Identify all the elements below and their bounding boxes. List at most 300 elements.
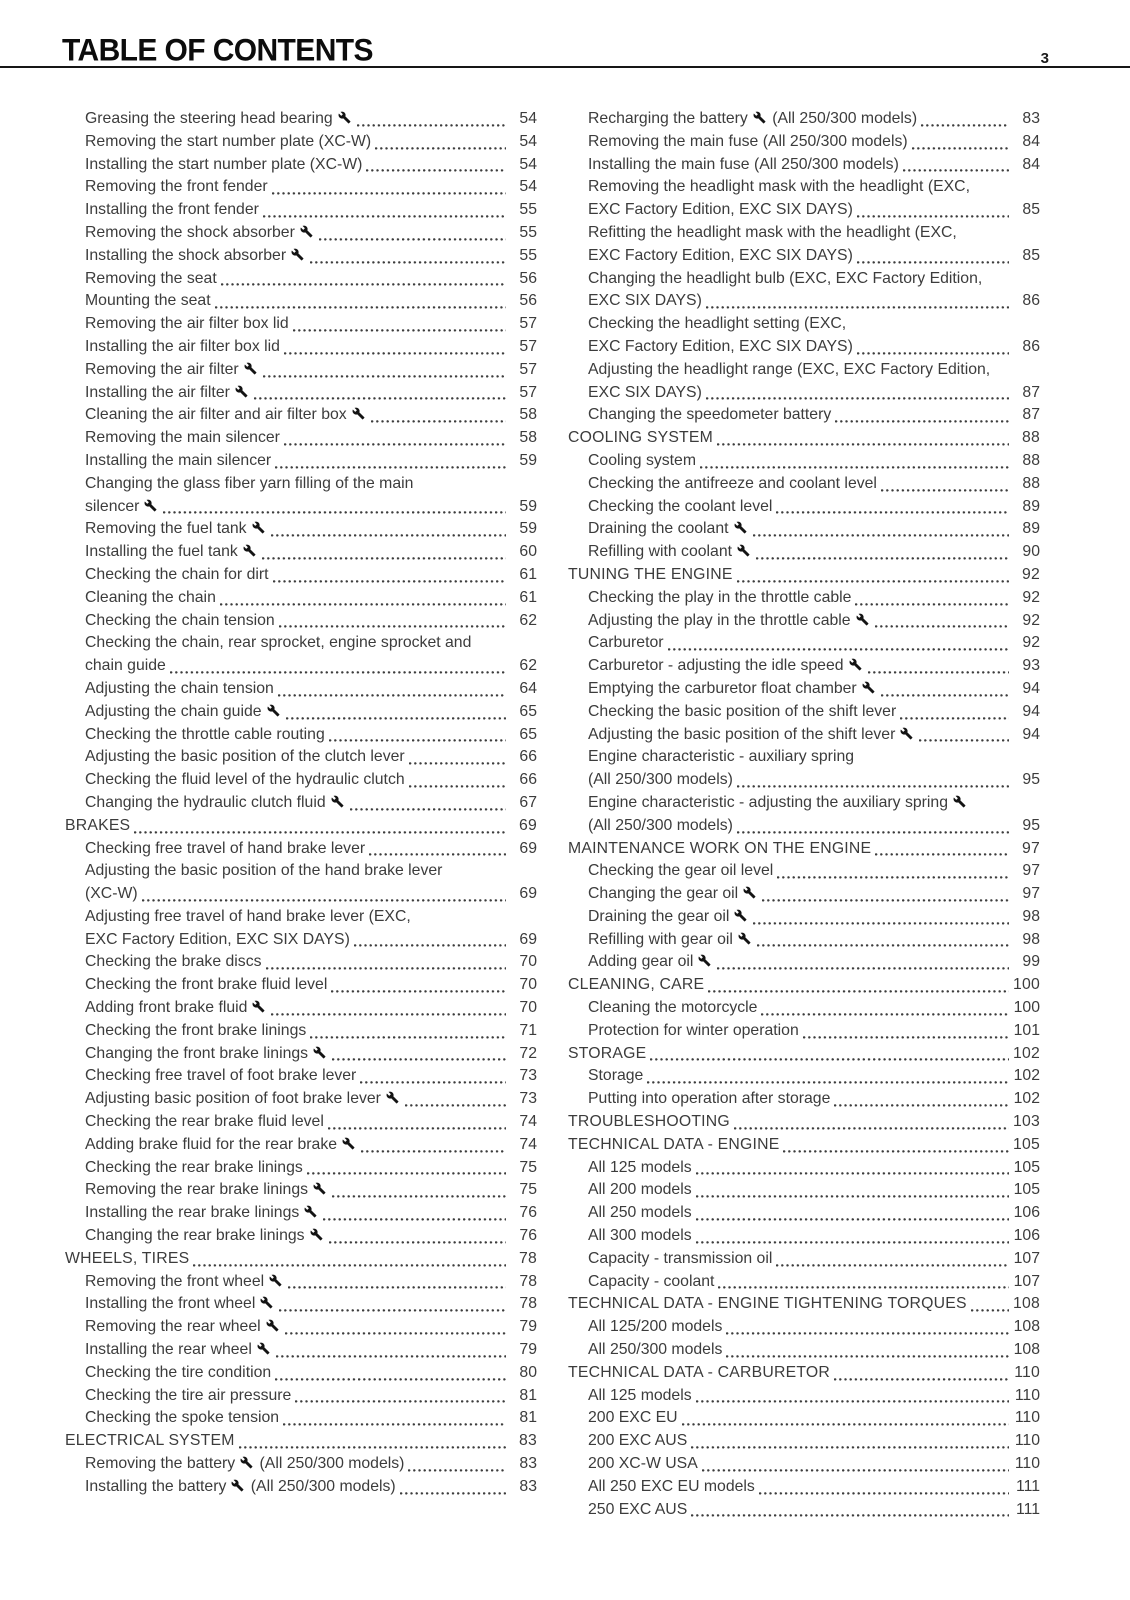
toc-entry: [568, 701, 1040, 724]
toc-entry-page: 78: [519, 1249, 537, 1267]
toc-entry-label: [568, 1293, 967, 1316]
dot-leader: [163, 511, 506, 514]
toc-entry-label: [588, 199, 853, 222]
toc-entry-page: 87: [1022, 383, 1040, 401]
toc-entry-label: [588, 1430, 687, 1453]
dot-leader: [734, 1127, 1009, 1130]
toc-entry-label: [588, 1407, 678, 1430]
toc-entry-text: 200 EXC AUS: [588, 1432, 688, 1450]
toc-section-entry: [568, 974, 1040, 997]
toc-entry-label: [588, 748, 854, 765]
toc-entry: [568, 632, 1040, 655]
toc-entry-text: Installing the front fender: [85, 201, 259, 219]
toc-entry-label: [588, 815, 733, 838]
dot-leader: [696, 1172, 1009, 1175]
toc-entry: [568, 1225, 1040, 1248]
toc-entry-label: [85, 154, 362, 177]
toc-entry-page: 57: [519, 360, 537, 378]
toc-entry-text: Installing the main fuse (All 250/300 models): [588, 155, 899, 173]
toc-entry: [568, 1430, 1040, 1453]
toc-entry-page: 105: [1013, 1181, 1040, 1199]
toc-entry: [65, 382, 537, 405]
toc-entry-text: TUNING THE ENGINE: [568, 565, 733, 583]
toc-entry-label: [588, 290, 702, 313]
toc-entry-page: 75: [519, 1181, 537, 1199]
toc-entry-page: 92: [1022, 634, 1040, 652]
toc-entry-text: Checking free travel of hand brake lever: [85, 839, 366, 857]
toc-entry-text: Adjusting the basic position of the hand brake lever: [85, 862, 443, 880]
toc-entry-page: 74: [519, 1135, 537, 1153]
toc-entry: [65, 176, 537, 199]
toc-entry-page: 76: [519, 1227, 537, 1245]
dot-leader: [717, 967, 1009, 970]
toc-entry-text: Removing the headlight mask with the headlight (EXC,: [588, 178, 970, 196]
dot-leader: [759, 1492, 1009, 1495]
dot-leader: [762, 899, 1009, 902]
toc-entry-text: Removing the rear brake linings: [85, 1181, 309, 1199]
dot-leader: [718, 1286, 1009, 1289]
toc-entry: [65, 1179, 537, 1202]
dot-leader: [361, 1150, 506, 1153]
dot-leader: [263, 375, 506, 378]
toc-entry-label: [85, 1179, 328, 1202]
toc-entry-page: 79: [519, 1318, 537, 1336]
wrench-icon: [291, 248, 304, 261]
toc-section-entry: [568, 1293, 1040, 1316]
dot-leader: [756, 557, 1009, 560]
toc-entry-label: [85, 1271, 284, 1294]
toc-entry-label: [588, 1499, 687, 1522]
wrench-icon: [300, 225, 313, 238]
dot-leader: [400, 1492, 506, 1495]
toc-entry-label: [85, 268, 217, 291]
toc-entry-label: [85, 1476, 396, 1499]
toc-entry-label: [588, 382, 702, 405]
toc-entry-text: MAINTENANCE WORK ON THE ENGINE: [568, 839, 872, 857]
toc-entry-page: 88: [1022, 474, 1040, 492]
toc-entry-page: 93: [1022, 657, 1040, 675]
toc-entry: [65, 678, 537, 701]
dot-leader: [354, 944, 506, 947]
wrench-icon: [252, 1000, 265, 1013]
toc-entry-label: [588, 336, 853, 359]
toc-entry: [568, 610, 1040, 633]
toc-entry-text: Removing the front wheel: [85, 1272, 265, 1290]
toc-entry-text: Adjusting the basic position of the shift lever: [588, 725, 896, 743]
toc-entry-page: 98: [1022, 930, 1040, 948]
dot-leader: [319, 238, 506, 241]
toc-entry-page: 80: [519, 1363, 537, 1381]
toc-entry-text: EXC Factory Edition, EXC SIX DAYS): [588, 337, 853, 355]
toc-entry-page: 76: [519, 1204, 537, 1222]
toc-entry-label: [85, 1088, 401, 1111]
dot-leader: [271, 534, 506, 537]
dot-leader: [706, 397, 1009, 400]
dot-leader: [717, 443, 1009, 446]
toc-entry: [568, 655, 1040, 678]
toc-entry-label: [85, 336, 280, 359]
toc-entry-label: [588, 883, 758, 906]
toc-entry-text: CLEANING, CARE: [568, 976, 705, 994]
dot-leader: [834, 1104, 1009, 1107]
dot-leader: [650, 1058, 1009, 1061]
wrench-icon: [900, 727, 913, 740]
dot-leader: [332, 1195, 506, 1198]
toc-entry: [568, 359, 1040, 405]
toc-entry-text: All 125 models: [588, 1158, 692, 1176]
toc-entry-label: [568, 1111, 730, 1134]
wrench-icon: [338, 111, 351, 124]
toc-entry: [568, 792, 1040, 838]
toc-entry-text: Draining the coolant: [588, 520, 729, 538]
toc-entry: [65, 564, 537, 587]
wrench-icon: [240, 1456, 253, 1469]
toc-column-left: [65, 108, 537, 1521]
dot-leader: [696, 1241, 1009, 1244]
toc-entry: [568, 883, 1040, 906]
toc-entry: [568, 154, 1040, 177]
dot-leader: [331, 990, 506, 993]
toc-entry-label: [588, 1476, 755, 1499]
toc-entry-page: 70: [519, 953, 537, 971]
toc-entry: [568, 541, 1040, 564]
toc-entry-page: 58: [519, 429, 537, 447]
toc-entry-page: 66: [519, 771, 537, 789]
toc-entry-page: 70: [519, 999, 537, 1017]
toc-entry: [568, 1499, 1040, 1522]
toc-entry-text: Capacity - coolant: [588, 1272, 715, 1290]
toc-entry: [65, 473, 537, 519]
dot-leader: [360, 1081, 506, 1084]
toc-entry: [568, 1202, 1040, 1225]
toc-entry-label: [85, 1043, 328, 1066]
dot-leader: [753, 534, 1009, 537]
toc-entry-label: [588, 131, 908, 154]
toc-entry: [568, 1020, 1040, 1043]
dot-leader: [275, 466, 506, 469]
toc-entry: [568, 1248, 1040, 1271]
toc-entry-text: Checking the fluid level of the hydraulic clutch: [85, 771, 405, 789]
toc-entry-text: 200 EXC EU: [588, 1409, 678, 1427]
toc-section-entry: [568, 427, 1040, 450]
wrench-icon: [734, 521, 747, 534]
dot-leader: [310, 261, 506, 264]
toc-entry: [65, 587, 537, 610]
toc-entry-page: 95: [1022, 771, 1040, 789]
toc-entry-page: 86: [1022, 292, 1040, 310]
toc-entry-text: Adjusting the play in the throttle cable: [588, 611, 851, 629]
dot-leader: [272, 192, 506, 195]
wrench-icon: [342, 1137, 355, 1150]
dot-leader: [682, 1423, 1009, 1426]
toc-entry: [568, 108, 1040, 131]
toc-entry-text: All 125/200 models: [588, 1318, 723, 1336]
toc-entry: [568, 1088, 1040, 1111]
toc-entry-text: Installing the start number plate (XC-W): [85, 155, 363, 173]
toc-entry: [568, 176, 1040, 222]
toc-entry-text: Installing the rear brake linings: [85, 1204, 300, 1222]
toc-entry-label: [85, 176, 268, 199]
dot-leader: [647, 1081, 1009, 1084]
toc-entry-label: [85, 883, 138, 906]
wrench-icon: [243, 544, 256, 557]
toc-entry: [65, 997, 537, 1020]
toc-entry: [65, 1065, 537, 1088]
toc-entry: [65, 1202, 537, 1225]
dot-leader: [855, 603, 1009, 606]
toc-entry-page: 55: [519, 223, 537, 241]
toc-section-entry: [568, 1111, 1040, 1134]
toc-entry-text: Removing the shock absorber: [85, 223, 295, 241]
dot-leader: [220, 603, 506, 606]
toc-entry-page: 92: [1022, 611, 1040, 629]
dot-leader: [776, 1264, 1009, 1267]
wrench-icon: [352, 407, 365, 420]
toc-entry-page: 88: [1022, 451, 1040, 469]
toc-entry: [65, 290, 537, 313]
toc-entry-label: [588, 1248, 772, 1271]
toc-entry-text: Putting into operation after storage: [588, 1090, 831, 1108]
toc-entry: [65, 1157, 537, 1180]
toc-entry-text: Checking the basic position of the shift lever: [588, 702, 897, 720]
toc-section-entry: [65, 1430, 537, 1453]
toc-entry-label: [588, 473, 877, 496]
toc-entry: [65, 245, 537, 268]
toc-entry: [65, 427, 537, 450]
toc-entry-text: Carburetor: [588, 634, 664, 652]
toc-entry-text: Adjusting the headlight range (EXC, EXC Factory Edition,: [588, 360, 991, 378]
toc-entry-text: Engine characteristic - adjusting the auxiliary spring: [588, 793, 948, 811]
dot-leader: [215, 306, 506, 309]
toc-entry-page: 102: [1013, 1090, 1040, 1108]
toc-entry: [568, 746, 1040, 792]
toc-entry: [65, 860, 537, 906]
toc-entry-text: Removing the main fuse (All 250/300 models): [588, 132, 908, 150]
toc-entry-page: 83: [519, 1455, 537, 1473]
toc-entry-label: [588, 587, 851, 610]
toc-entry-text: Refilling with gear oil: [588, 930, 733, 948]
toc-section-entry: [65, 815, 537, 838]
dot-leader: [323, 1218, 506, 1221]
dot-leader: [279, 625, 506, 628]
toc-entry-label: [85, 701, 282, 724]
toc-entry-text: All 300 models: [588, 1227, 692, 1245]
toc-entry-label: [568, 838, 871, 861]
toc-entry: [65, 1020, 537, 1043]
toc-section-entry: [568, 838, 1040, 861]
dot-leader: [900, 717, 1009, 720]
wrench-icon: [331, 795, 344, 808]
toc-entry-label: [588, 270, 982, 287]
toc-section-entry: [568, 1134, 1040, 1157]
toc-entry-label: [85, 496, 159, 519]
toc-entry-page: 69: [519, 816, 537, 834]
toc-entry-text: COOLING SYSTEM: [568, 429, 713, 447]
dot-leader: [881, 489, 1009, 492]
toc-entry-text: Checking the gear oil level: [588, 862, 774, 880]
toc-entry-page: 100: [1013, 999, 1040, 1017]
toc-entry-label: [85, 427, 280, 450]
dot-leader: [284, 352, 506, 355]
toc-entry-label: [588, 361, 990, 378]
dot-leader: [275, 1378, 506, 1381]
toc-entry-text: Removing the battery: [85, 1455, 236, 1473]
toc-entry-label: [568, 1362, 830, 1385]
toc-entry-label: [85, 564, 269, 587]
toc-entry-text: Checking the chain for dirt: [85, 565, 269, 583]
toc-entry-label: [588, 929, 753, 952]
toc-entry-label: [85, 1453, 404, 1476]
toc-entry: [568, 1316, 1040, 1339]
toc-entry-page: 81: [519, 1409, 537, 1427]
dot-leader: [903, 169, 1009, 172]
wrench-icon: [260, 1296, 273, 1309]
toc-entry-page: 90: [1022, 543, 1040, 561]
toc-entry-label: [85, 404, 367, 427]
toc-section-entry: [568, 1362, 1040, 1385]
dot-leader: [279, 1309, 506, 1312]
toc-entry: [568, 860, 1040, 883]
toc-entry-page: 69: [519, 930, 537, 948]
toc-entry: [65, 701, 537, 724]
wrench-icon: [743, 886, 756, 899]
toc-entry-page: 71: [519, 1021, 537, 1039]
toc-entry-page: 83: [1022, 110, 1040, 127]
toc-entry-label: [85, 724, 325, 747]
toc-entry-label: [568, 974, 704, 997]
toc-entry-label: [85, 1157, 303, 1180]
toc-entry-text: Cooling system: [588, 451, 696, 469]
toc-entry-label: [588, 678, 877, 701]
toc-entry-page: 62: [519, 657, 537, 675]
toc-entry-page: 101: [1013, 1021, 1040, 1039]
toc-entry-page: 94: [1022, 679, 1040, 697]
toc-entry-page: 85: [1022, 246, 1040, 264]
dot-leader: [263, 215, 506, 218]
toc-entry-text: Engine characteristic - auxiliary spring: [588, 748, 855, 766]
toc-entry: [65, 610, 537, 633]
toc-entry-text: Checking the spoke tension: [85, 1409, 280, 1427]
wrench-icon: [304, 1205, 317, 1218]
dot-leader: [409, 762, 506, 765]
toc-entry-label: [85, 1407, 279, 1430]
toc-entry-label: [588, 701, 896, 724]
toc-entry-text: Cleaning the air filter and air filter box: [85, 406, 347, 424]
toc-entry-text: Removing the start number plate (XC-W): [85, 132, 372, 150]
toc-entry-text: Changing the speedometer battery: [588, 406, 832, 424]
toc-entry-label: [588, 1020, 799, 1043]
toc-entry: [568, 268, 1040, 314]
toc-entry-label: [85, 929, 350, 952]
toc-entry: [65, 906, 537, 952]
dot-leader: [408, 1469, 506, 1472]
dot-leader: [375, 147, 506, 150]
toc-entry: [65, 1476, 537, 1499]
toc-entry-page: 98: [1022, 907, 1040, 925]
toc-entry: [65, 1385, 537, 1408]
toc-entry-label: [85, 1065, 356, 1088]
dot-leader: [350, 808, 506, 811]
toc-entry-text: Installing the shock absorber: [85, 246, 287, 264]
toc-entry: [65, 1453, 537, 1476]
toc-entry-text: Greasing the steering head bearing: [85, 110, 333, 127]
toc-entry: [568, 587, 1040, 610]
dot-leader: [696, 1400, 1009, 1403]
toc-entry: [568, 951, 1040, 974]
toc-entry: [568, 906, 1040, 929]
toc-entry-page: 61: [519, 588, 537, 606]
toc-entry-text: Adding gear oil: [588, 953, 694, 971]
toc-entry-page: 72: [519, 1044, 537, 1062]
toc-entry-page: 89: [1022, 520, 1040, 538]
toc-entry: [65, 1134, 537, 1157]
toc-entry-label: [588, 655, 864, 678]
toc-entry-text: Adjusting basic position of foot brake lever: [85, 1090, 381, 1108]
dot-leader: [288, 1286, 506, 1289]
wrench-icon: [738, 932, 751, 945]
toc-entry-text: Checking the tire condition: [85, 1363, 272, 1381]
toc-entry-page: 106: [1013, 1227, 1040, 1245]
toc-entry: [568, 724, 1040, 747]
toc-entry-page: 60: [519, 543, 537, 561]
toc-entry-text: Cleaning the chain: [85, 588, 216, 606]
toc-entry: [65, 108, 537, 131]
dot-leader: [329, 739, 506, 742]
toc-entry-text: EXC SIX DAYS): [588, 292, 702, 310]
dot-leader: [329, 1241, 506, 1244]
dot-leader: [405, 1104, 506, 1107]
dot-leader: [868, 671, 1009, 674]
toc-entry-label: [568, 427, 713, 450]
toc-entry-label: [588, 1202, 692, 1225]
toc-entry-label: [85, 1385, 291, 1408]
toc-entry-page: 107: [1013, 1249, 1040, 1267]
toc-entry: [568, 222, 1040, 268]
toc: [65, 108, 1040, 1521]
dot-leader: [857, 261, 1009, 264]
toc-entry-page: 59: [519, 497, 537, 515]
dot-leader: [262, 557, 506, 560]
toc-entry-label: [85, 1134, 357, 1157]
toc-entry-text: Checking free travel of foot brake lever: [85, 1067, 357, 1085]
toc-entry: [568, 1271, 1040, 1294]
toc-entry-page: 110: [1014, 1455, 1040, 1473]
toc-entry-text: Installing the fuel tank: [85, 543, 238, 561]
toc-entry-label: [65, 815, 130, 838]
dot-leader: [295, 1400, 506, 1403]
toc-entry-text: Adjusting the basic position of the clutch lever: [85, 748, 405, 766]
dot-leader: [737, 580, 1009, 583]
toc-entry-label: [85, 131, 371, 154]
dot-leader: [307, 1172, 506, 1175]
dot-leader: [835, 420, 1009, 423]
toc-entry-label: [588, 1157, 692, 1180]
toc-entry: [65, 1293, 537, 1316]
toc-entry-label: [85, 1111, 324, 1134]
toc-entry-page: 75: [519, 1158, 537, 1176]
toc-entry-page: 70: [519, 976, 537, 994]
toc-entry-text: TECHNICAL DATA - ENGINE TIGHTENING TORQUES: [568, 1295, 967, 1313]
toc-entry-text: Changing the glass fiber yarn filling of the main: [85, 474, 414, 492]
toc-entry-text: All 250/300 models: [588, 1341, 723, 1359]
toc-entry: [65, 359, 537, 382]
toc-entry-label: [85, 951, 262, 974]
toc-entry: [65, 1111, 537, 1134]
toc-entry-label: [588, 1088, 830, 1111]
toc-entry: [65, 769, 537, 792]
toc-entry-label: [588, 769, 733, 792]
dot-leader: [193, 1264, 506, 1267]
